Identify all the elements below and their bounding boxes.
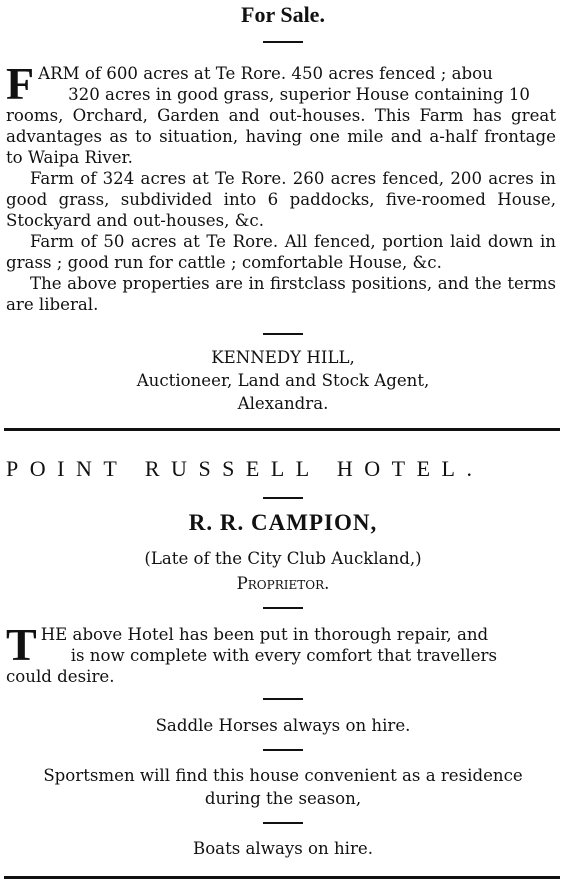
farm-324-paragraph: Farm of 324 acres at Te Rore. 260 acres fenced, 200 acres in good grass, subdivided into 6 paddocks, five-roomed House, Stockyard and out-houses, &c. xyxy=(6,169,556,230)
agent-title: Auctioneer, Land and Stock Agent, xyxy=(136,371,430,390)
farm-600-line-1: ARM of 600 acres at Te Rore. 450 acres fenced ; abou xyxy=(38,64,493,83)
boats-line: Boats always on hire. xyxy=(193,839,373,858)
farm-50-paragraph: Farm of 50 acres at Te Rore. All fenced, portion laid down in grass ; good run for cattle ; comfortable House, &c. xyxy=(6,232,556,272)
divider-short xyxy=(263,822,303,824)
sportsmen-line-1: Sportsmen will find this house convenient as a residence xyxy=(43,766,523,785)
for-sale-title: For Sale. xyxy=(241,2,325,27)
divider-short xyxy=(263,333,303,335)
advertisement-separator xyxy=(4,428,560,431)
hotel-description xyxy=(6,619,556,670)
divider-short xyxy=(263,698,303,700)
advertisement-separator xyxy=(4,876,560,879)
divider-short xyxy=(263,749,303,751)
agent-name: KENNEDY HILL, xyxy=(211,348,355,367)
divider-short xyxy=(263,41,303,43)
late-of-line: (Late of the City Club Auckland,) xyxy=(144,549,422,568)
terms-paragraph: The above properties are in firstclass positions, and the terms are liberal. xyxy=(6,274,556,314)
hotel-line-3: could desire. xyxy=(6,667,115,686)
proprietor-name: R. R. CAMPION, xyxy=(188,510,378,535)
dropcap-f: F xyxy=(6,58,35,109)
agent-place: Alexandra. xyxy=(237,394,329,413)
hotel-line-2: is now complete with every comfort that travellers xyxy=(70,646,497,665)
proprietor-label: Proprietor. xyxy=(236,574,330,593)
farm-600-line-2: 320 acres in good grass, superior House containing 10 xyxy=(68,85,530,104)
sportsmen-line-2: during the season, xyxy=(204,789,362,808)
dropcap-t: T xyxy=(6,619,37,670)
divider-short xyxy=(263,607,303,609)
farm-600-rest: rooms, Orchard, Garden and out-houses. This Farm has great advantages as to situation, having one mile and a-half frontage to Waipa River. xyxy=(6,106,556,167)
hotel-body xyxy=(6,619,556,687)
hotel-name: POINT RUSSELL HOTEL. xyxy=(6,456,484,481)
farm-600-paragraph xyxy=(6,58,556,109)
divider-short xyxy=(263,497,303,499)
hotel-line-1: HE above Hotel has been put in thorough repair, and xyxy=(40,625,489,644)
saddle-horses-line: Saddle Horses always on hire. xyxy=(155,716,411,735)
for-sale-body xyxy=(6,58,556,315)
